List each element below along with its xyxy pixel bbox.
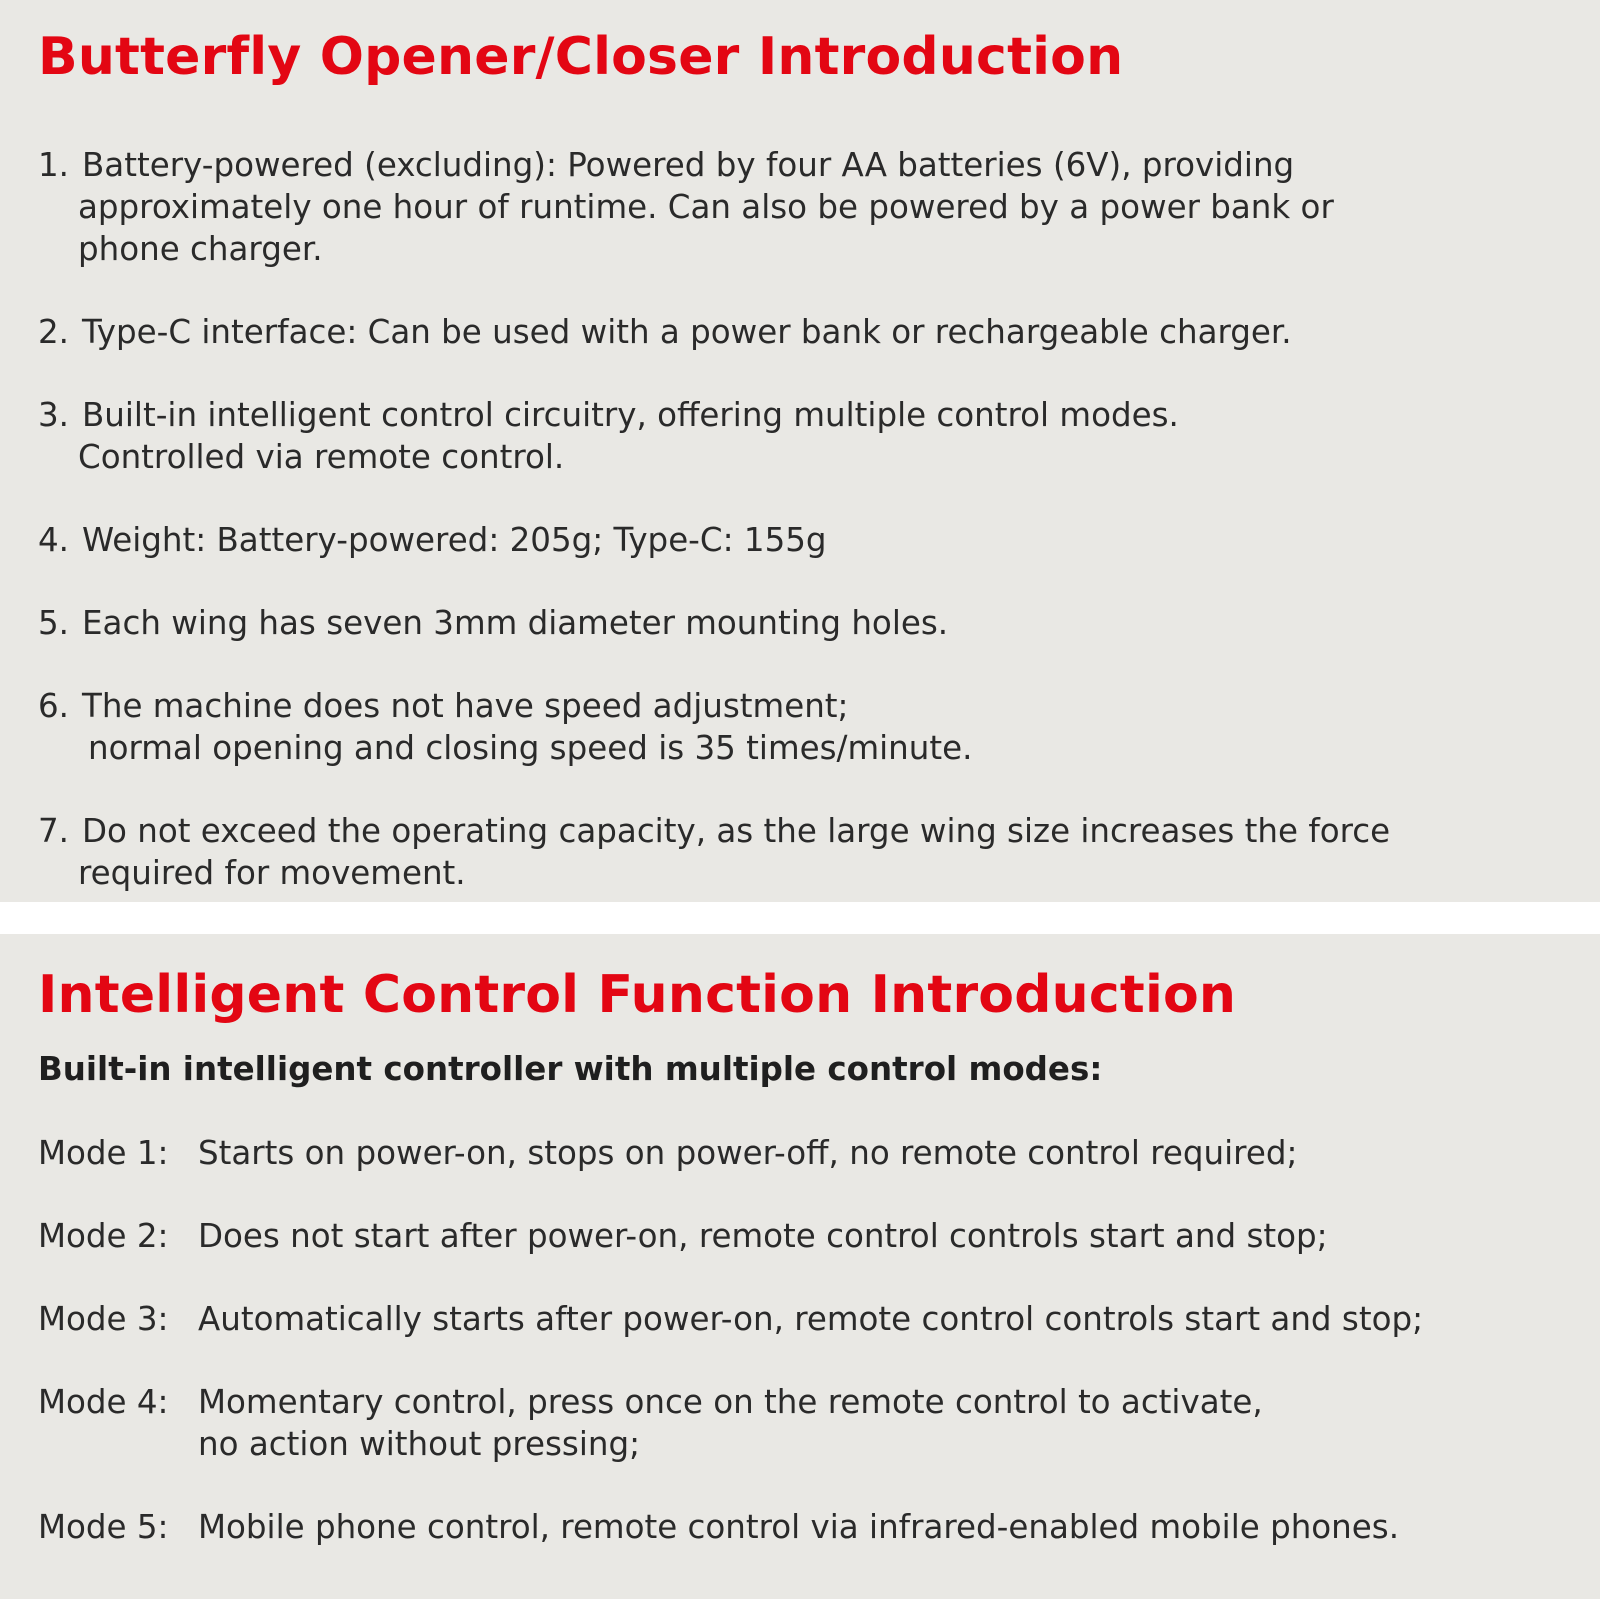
mode-list [38, 1132, 1560, 1548]
control-title: Intelligent Control Function Introduction [38, 965, 1237, 1025]
mode-item-3 [38, 1298, 1560, 1340]
control-panel [0, 934, 1600, 1599]
intro-item-line: Battery-powered (excluding): Powered by four AA batteries (6V), providing [82, 146, 1295, 184]
intro-item-line: The machine does not have speed adjustment; [82, 687, 849, 725]
mode-description: Automatically starts after power-on, remote control controls start and stop; [198, 1300, 1424, 1338]
intro-item-number: 4. [38, 521, 70, 559]
intro-item-6 [38, 685, 1560, 769]
intro-item-3 [38, 394, 1560, 478]
intro-item-1 [38, 144, 1560, 270]
mode-description: Does not start after power-on, remote control controls start and stop; [198, 1217, 1328, 1255]
control-subtitle: Built-in intelligent controller with multiple control modes: [38, 1050, 1103, 1088]
intro-item-line: required for movement. [78, 854, 466, 892]
mode-item-2 [38, 1215, 1560, 1257]
intro-item-2 [38, 311, 1560, 353]
intro-item-7 [38, 810, 1560, 894]
intro-item-4 [38, 519, 1560, 561]
mode-label: Mode 4: [38, 1383, 169, 1421]
mode-label: Mode 5: [38, 1508, 169, 1546]
intro-item-line: Each wing has seven 3mm diameter mounting holes. [82, 604, 949, 642]
intro-item-line: Do not exceed the operating capacity, as the large wing size increases the force [82, 812, 1391, 850]
mode-description: Momentary control, press once on the remote control to activate, [198, 1383, 1263, 1421]
intro-item-number: 3. [38, 396, 70, 434]
intro-item-number: 1. [38, 146, 70, 184]
intro-item-line: phone charger. [78, 230, 323, 268]
mode-description: Starts on power-on, stops on power-off, no remote control required; [198, 1134, 1298, 1172]
intro-item-number: 7. [38, 812, 70, 850]
intro-item-number: 5. [38, 604, 70, 642]
mode-label: Mode 2: [38, 1217, 169, 1255]
mode-item-1 [38, 1132, 1560, 1174]
intro-item-line: Built-in intelligent control circuitry, offering multiple control modes. [82, 396, 1179, 434]
intro-item-5 [38, 602, 1560, 644]
mode-label: Mode 1: [38, 1134, 169, 1172]
intro-item-number: 6. [38, 687, 70, 725]
mode-label: Mode 3: [38, 1300, 169, 1338]
intro-item-line: approximately one hour of runtime. Can also be powered by a power bank or [78, 188, 1334, 226]
intro-item-line: normal opening and closing speed is 35 times/minute. [88, 729, 973, 767]
mode-description: no action without pressing; [198, 1425, 641, 1463]
intro-item-line: Type-C interface: Can be used with a power bank or rechargeable charger. [82, 313, 1292, 351]
intro-item-number: 2. [38, 313, 70, 351]
mode-description: Mobile phone control, remote control via infrared-enabled mobile phones. [198, 1508, 1400, 1546]
intro-item-line: Controlled via remote control. [78, 438, 565, 476]
intro-list [38, 144, 1560, 894]
intro-title: Butterfly Opener/Closer Introduction [38, 27, 1124, 87]
intro-item-line: Weight: Battery-powered: 205g; Type-C: 155g [82, 521, 827, 559]
mode-item-5 [38, 1506, 1560, 1548]
mode-item-4 [38, 1381, 1560, 1465]
